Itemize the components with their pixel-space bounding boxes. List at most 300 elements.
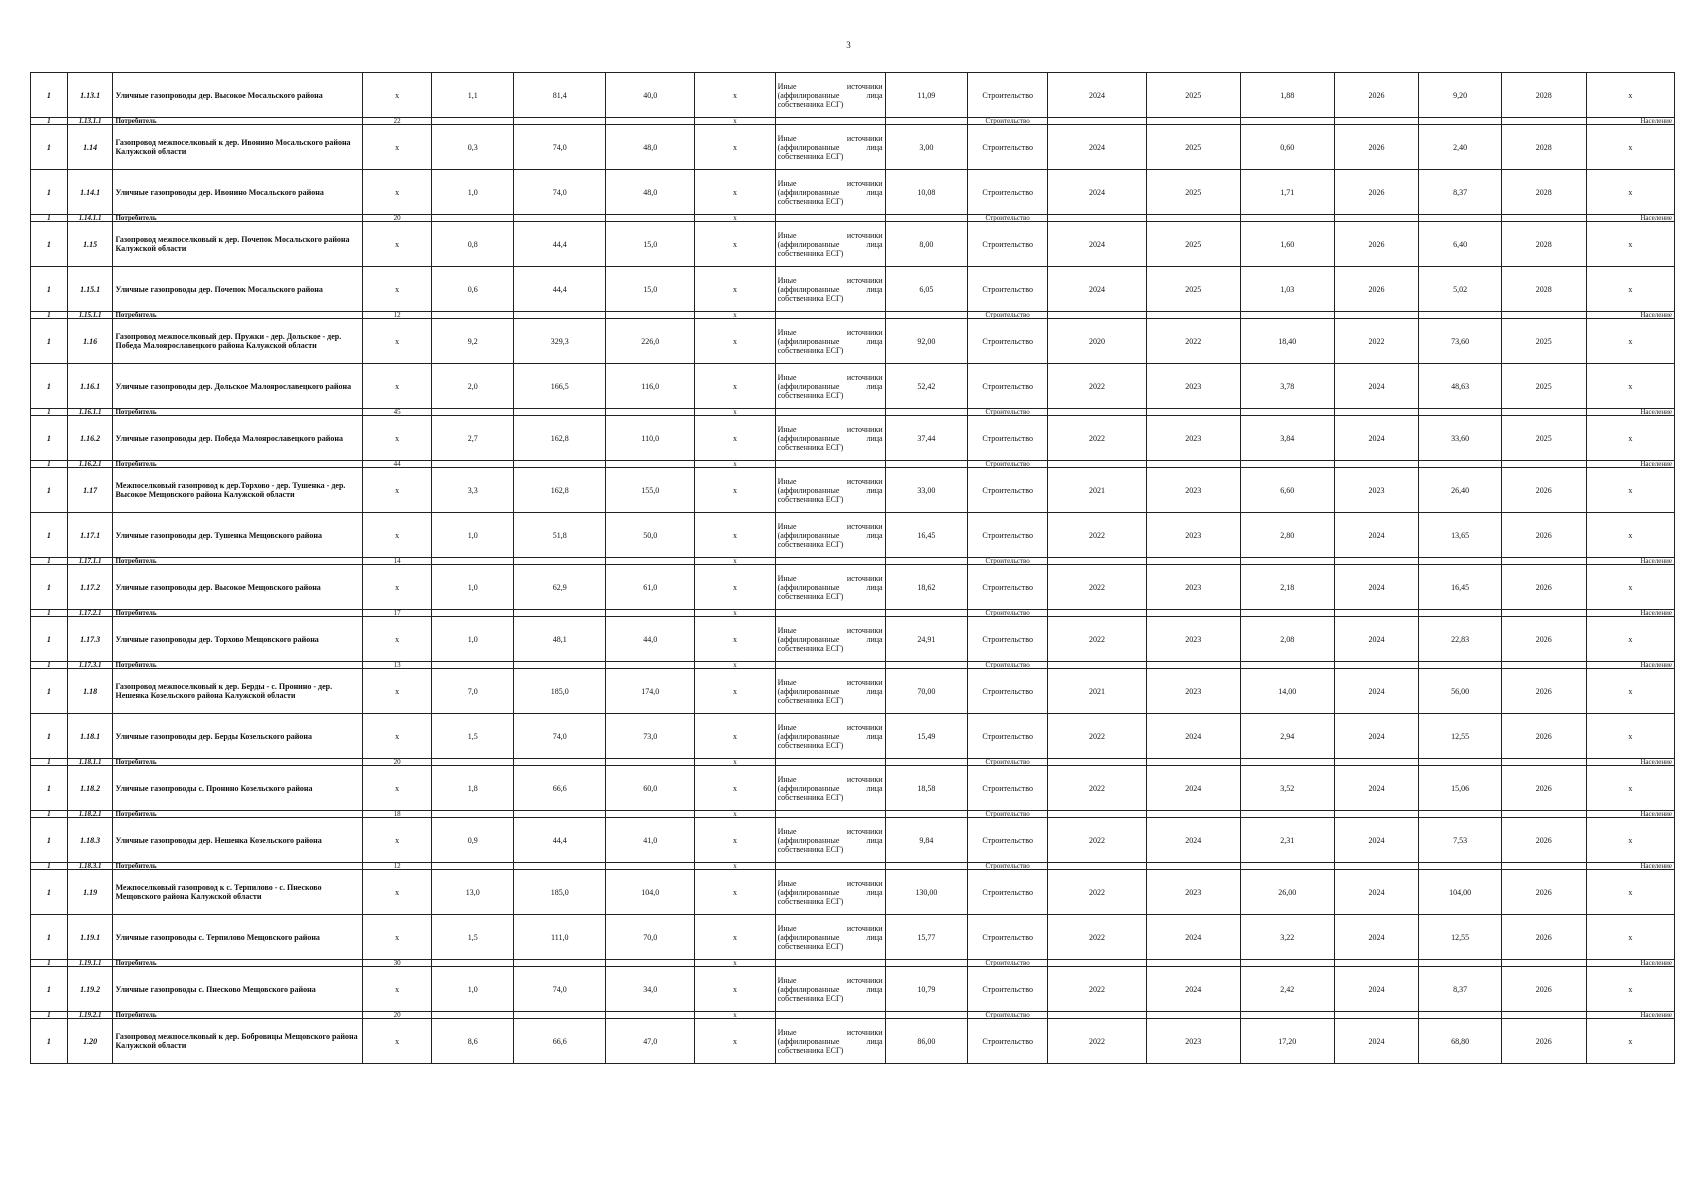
- construction-start-year: 2026: [1334, 125, 1419, 170]
- start-year: 2022: [1048, 870, 1147, 915]
- object-name: Уличные газопроводы дер. Почепок Мосальского района: [113, 267, 363, 312]
- financing-source: Иные источники (аффилированные лица собственника ЕСГ): [775, 870, 885, 915]
- row-code: 1.13.1.1: [67, 118, 113, 125]
- x-mark: x: [695, 1012, 775, 1019]
- work-type: Строительство: [968, 125, 1048, 170]
- work-type: Строительство: [968, 811, 1048, 818]
- object-name: Уличные газопроводы дер. Ивонино Мосальского района: [113, 170, 363, 215]
- empty-cell: [431, 409, 513, 416]
- table-row: [31, 714, 1675, 759]
- work-type: Строительство: [968, 267, 1048, 312]
- pressure-value-2: 61,0: [606, 565, 695, 610]
- table-row: [31, 170, 1675, 215]
- financing-source: Иные источники (аффилированные лица собственника ЕСГ): [775, 267, 885, 312]
- empty-cell: [1048, 215, 1147, 222]
- design-end-year: 2024: [1146, 766, 1240, 811]
- total-cost: 10,79: [885, 967, 967, 1012]
- total-cost: 16,45: [885, 513, 967, 558]
- consumer-count: 20: [363, 1012, 432, 1019]
- commissioning-year: 2026: [1501, 617, 1586, 662]
- consumer-row: [31, 461, 1675, 468]
- x-mark: x: [695, 513, 775, 558]
- consumer-category: Население: [1586, 863, 1674, 870]
- empty-cell: [775, 312, 885, 319]
- total-cost: 18,62: [885, 565, 967, 610]
- consumer-category: Население: [1586, 960, 1674, 967]
- design-end-year: 2025: [1146, 222, 1240, 267]
- x-mark: x: [695, 870, 775, 915]
- start-year: 2022: [1048, 416, 1147, 461]
- x-mark: x: [695, 714, 775, 759]
- row-index: 1: [31, 669, 68, 714]
- empty-cell: [431, 759, 513, 766]
- object-name: Газопровод межпоселковый к дер. Ивонино Мосальского района Калужской области: [113, 125, 363, 170]
- pressure-value-2: 110,0: [606, 416, 695, 461]
- empty-cell: [1419, 610, 1501, 617]
- commissioning-year: 2025: [1501, 416, 1586, 461]
- empty-cell: [514, 409, 606, 416]
- commissioning-year: 2026: [1501, 468, 1586, 513]
- design-cost: 3,52: [1240, 766, 1334, 811]
- empty-cell: [606, 461, 695, 468]
- pressure-value-1: 51,8: [514, 513, 606, 558]
- x-mark: x: [695, 967, 775, 1012]
- empty-cell: [1146, 610, 1240, 617]
- x-mark: x: [1586, 125, 1674, 170]
- consumer-label: Потребитель: [113, 811, 363, 818]
- work-type: Строительство: [968, 312, 1048, 319]
- empty-cell: [1048, 811, 1147, 818]
- pipeline-length: 1,5: [431, 714, 513, 759]
- empty-cell: [775, 409, 885, 416]
- consumer-category: Население: [1586, 312, 1674, 319]
- empty-cell: [775, 960, 885, 967]
- empty-cell: [1240, 863, 1334, 870]
- row-code: 1.17.3.1: [67, 662, 113, 669]
- total-cost: 130,00: [885, 870, 967, 915]
- empty-cell: [1419, 960, 1501, 967]
- construction-start-year: 2024: [1334, 915, 1419, 960]
- design-cost: 0,60: [1240, 125, 1334, 170]
- empty-cell: [1419, 312, 1501, 319]
- commissioning-year: 2025: [1501, 364, 1586, 409]
- commissioning-year: 2026: [1501, 1019, 1586, 1064]
- work-type: Строительство: [968, 610, 1048, 617]
- financing-source: Иные источники (аффилированные лица собственника ЕСГ): [775, 364, 885, 409]
- commissioning-year: 2026: [1501, 766, 1586, 811]
- empty-cell: [1048, 610, 1147, 617]
- empty-cell: [1419, 461, 1501, 468]
- commissioning-year: 2028: [1501, 222, 1586, 267]
- empty-cell: [1419, 1012, 1501, 1019]
- row-index: 1: [31, 215, 68, 222]
- work-type: Строительство: [968, 565, 1048, 610]
- work-type: Строительство: [968, 960, 1048, 967]
- object-name: Уличные газопроводы с. Терпилово Мещовского района: [113, 915, 363, 960]
- start-year: 2021: [1048, 468, 1147, 513]
- consumer-category: Население: [1586, 215, 1674, 222]
- pipeline-length: 2,0: [431, 364, 513, 409]
- empty-cell: [1334, 662, 1419, 669]
- design-cost: 1,88: [1240, 73, 1334, 118]
- design-end-year: 2024: [1146, 915, 1240, 960]
- pressure-value-1: 74,0: [514, 714, 606, 759]
- empty-cell: [514, 662, 606, 669]
- commissioning-year: 2026: [1501, 967, 1586, 1012]
- pressure-value-2: 174,0: [606, 669, 695, 714]
- pressure-value-1: 62,9: [514, 565, 606, 610]
- commissioning-year: 2026: [1501, 513, 1586, 558]
- consumer-row: [31, 558, 1675, 565]
- page-number: 3: [846, 40, 851, 50]
- start-year: 2020: [1048, 319, 1147, 364]
- empty-cell: [1048, 461, 1147, 468]
- empty-cell: [514, 118, 606, 125]
- consumer-label: Потребитель: [113, 759, 363, 766]
- x-mark: x: [363, 766, 432, 811]
- construction-cost: 12,55: [1419, 915, 1501, 960]
- row-index: 1: [31, 915, 68, 960]
- consumer-label: Потребитель: [113, 1012, 363, 1019]
- empty-cell: [514, 215, 606, 222]
- pressure-value-1: 48,1: [514, 617, 606, 662]
- gasification-table-sheet: [30, 72, 1675, 1129]
- x-mark: x: [695, 610, 775, 617]
- empty-cell: [1501, 558, 1586, 565]
- empty-cell: [1240, 118, 1334, 125]
- object-name: Уличные газопроводы дер. Нешенка Козельского района: [113, 818, 363, 863]
- work-type: Строительство: [968, 118, 1048, 125]
- empty-cell: [1419, 409, 1501, 416]
- pressure-value-2: 15,0: [606, 267, 695, 312]
- construction-cost: 56,00: [1419, 669, 1501, 714]
- empty-cell: [1334, 1012, 1419, 1019]
- x-mark: x: [695, 222, 775, 267]
- x-mark: x: [1586, 1019, 1674, 1064]
- total-cost: 70,00: [885, 669, 967, 714]
- row-index: 1: [31, 125, 68, 170]
- construction-start-year: 2024: [1334, 617, 1419, 662]
- empty-cell: [1501, 863, 1586, 870]
- empty-cell: [1501, 215, 1586, 222]
- row-index: 1: [31, 759, 68, 766]
- row-index: 1: [31, 617, 68, 662]
- design-end-year: 2023: [1146, 669, 1240, 714]
- pressure-value-1: 74,0: [514, 125, 606, 170]
- object-name: Межпоселковый газопровод к дер.Торхово - дер. Тушенка - дер. Высокое Мещовского района Калужской области: [113, 468, 363, 513]
- row-code: 1.19: [67, 870, 113, 915]
- pressure-value-2: 50,0: [606, 513, 695, 558]
- empty-cell: [1419, 662, 1501, 669]
- financing-source: Иные источники (аффилированные лица собственника ЕСГ): [775, 967, 885, 1012]
- empty-cell: [514, 312, 606, 319]
- row-code: 1.13.1: [67, 73, 113, 118]
- construction-start-year: 2024: [1334, 714, 1419, 759]
- row-index: 1: [31, 364, 68, 409]
- empty-cell: [1334, 960, 1419, 967]
- row-index: 1: [31, 416, 68, 461]
- x-mark: x: [695, 617, 775, 662]
- table-row: [31, 73, 1675, 118]
- pipeline-length: 0,3: [431, 125, 513, 170]
- x-mark: x: [1586, 364, 1674, 409]
- x-mark: x: [695, 319, 775, 364]
- pipeline-length: 1,8: [431, 766, 513, 811]
- object-name: Уличные газопроводы дер. Торхово Мещовского района: [113, 617, 363, 662]
- pipeline-length: 2,7: [431, 416, 513, 461]
- x-mark: x: [363, 915, 432, 960]
- empty-cell: [1048, 662, 1147, 669]
- design-end-year: 2022: [1146, 319, 1240, 364]
- consumer-category: Население: [1586, 662, 1674, 669]
- row-code: 1.15: [67, 222, 113, 267]
- empty-cell: [775, 558, 885, 565]
- row-index: 1: [31, 1019, 68, 1064]
- commissioning-year: 2028: [1501, 267, 1586, 312]
- design-cost: 2,31: [1240, 818, 1334, 863]
- object-name: Газопровод межпоселковый к дер. Берды - с. Пронино - дер. Нешенка Козельского района Калужской области: [113, 669, 363, 714]
- row-index: 1: [31, 662, 68, 669]
- empty-cell: [1240, 461, 1334, 468]
- x-mark: x: [695, 565, 775, 610]
- total-cost: 18,58: [885, 766, 967, 811]
- consumer-row: [31, 118, 1675, 125]
- pipeline-length: 0,8: [431, 222, 513, 267]
- work-type: Строительство: [968, 863, 1048, 870]
- x-mark: x: [695, 170, 775, 215]
- empty-cell: [1240, 1012, 1334, 1019]
- empty-cell: [431, 558, 513, 565]
- construction-cost: 73,60: [1419, 319, 1501, 364]
- empty-cell: [1048, 118, 1147, 125]
- row-index: 1: [31, 863, 68, 870]
- x-mark: x: [363, 267, 432, 312]
- consumer-row: [31, 811, 1675, 818]
- empty-cell: [1334, 118, 1419, 125]
- empty-cell: [1048, 558, 1147, 565]
- pressure-value-2: 155,0: [606, 468, 695, 513]
- empty-cell: [1240, 662, 1334, 669]
- empty-cell: [885, 610, 967, 617]
- consumer-count: 12: [363, 312, 432, 319]
- row-index: 1: [31, 513, 68, 558]
- empty-cell: [1334, 461, 1419, 468]
- empty-cell: [775, 662, 885, 669]
- design-cost: 3,78: [1240, 364, 1334, 409]
- design-end-year: 2025: [1146, 73, 1240, 118]
- x-mark: x: [1586, 565, 1674, 610]
- consumer-category: Население: [1586, 409, 1674, 416]
- x-mark: x: [695, 468, 775, 513]
- pipeline-length: 3,3: [431, 468, 513, 513]
- empty-cell: [514, 759, 606, 766]
- pressure-value-2: 73,0: [606, 714, 695, 759]
- design-end-year: 2023: [1146, 1019, 1240, 1064]
- pipeline-length: 1,5: [431, 915, 513, 960]
- pressure-value-2: 48,0: [606, 125, 695, 170]
- empty-cell: [1240, 960, 1334, 967]
- row-index: 1: [31, 565, 68, 610]
- work-type: Строительство: [968, 416, 1048, 461]
- work-type: Строительство: [968, 461, 1048, 468]
- x-mark: x: [695, 915, 775, 960]
- empty-cell: [431, 610, 513, 617]
- construction-start-year: 2024: [1334, 818, 1419, 863]
- work-type: Строительство: [968, 215, 1048, 222]
- commissioning-year: 2025: [1501, 319, 1586, 364]
- x-mark: x: [1586, 267, 1674, 312]
- object-name: Газопровод межпоселковый к дер. Почепок Мосальского района Калужской области: [113, 222, 363, 267]
- row-index: 1: [31, 714, 68, 759]
- row-index: 1: [31, 73, 68, 118]
- table-row: [31, 468, 1675, 513]
- pressure-value-2: 116,0: [606, 364, 695, 409]
- pressure-value-1: 162,8: [514, 416, 606, 461]
- x-mark: x: [363, 714, 432, 759]
- empty-cell: [1334, 409, 1419, 416]
- row-code: 1.17.2: [67, 565, 113, 610]
- empty-cell: [1419, 215, 1501, 222]
- table-row: [31, 915, 1675, 960]
- start-year: 2021: [1048, 669, 1147, 714]
- object-name: Уличные газопроводы с. Пронино Козельского района: [113, 766, 363, 811]
- row-code: 1.16.1: [67, 364, 113, 409]
- empty-cell: [1501, 610, 1586, 617]
- empty-cell: [775, 1012, 885, 1019]
- construction-start-year: 2022: [1334, 319, 1419, 364]
- total-cost: 8,00: [885, 222, 967, 267]
- empty-cell: [1146, 461, 1240, 468]
- empty-cell: [431, 215, 513, 222]
- empty-cell: [1334, 610, 1419, 617]
- commissioning-year: 2026: [1501, 565, 1586, 610]
- design-cost: 14,00: [1240, 669, 1334, 714]
- x-mark: x: [1586, 222, 1674, 267]
- pressure-value-2: 60,0: [606, 766, 695, 811]
- work-type: Строительство: [968, 409, 1048, 416]
- design-cost: 1,71: [1240, 170, 1334, 215]
- financing-source: Иные источники (аффилированные лица собственника ЕСГ): [775, 73, 885, 118]
- start-year: 2024: [1048, 267, 1147, 312]
- empty-cell: [1501, 409, 1586, 416]
- consumer-label: Потребитель: [113, 662, 363, 669]
- pressure-value-1: 185,0: [514, 870, 606, 915]
- work-type: Строительство: [968, 1012, 1048, 1019]
- empty-cell: [885, 558, 967, 565]
- design-cost: 3,22: [1240, 915, 1334, 960]
- x-mark: x: [363, 125, 432, 170]
- construction-start-year: 2024: [1334, 669, 1419, 714]
- total-cost: 92,00: [885, 319, 967, 364]
- empty-cell: [885, 461, 967, 468]
- empty-cell: [431, 662, 513, 669]
- empty-cell: [1240, 215, 1334, 222]
- empty-cell: [514, 1012, 606, 1019]
- construction-start-year: 2026: [1334, 170, 1419, 215]
- pressure-value-1: 44,4: [514, 818, 606, 863]
- x-mark: x: [1586, 73, 1674, 118]
- table-row: [31, 818, 1675, 863]
- x-mark: x: [363, 617, 432, 662]
- object-name: Газопровод межпоселковый к дер. Бобровицы Мещовского района Калужской области: [113, 1019, 363, 1064]
- empty-cell: [1419, 863, 1501, 870]
- row-code: 1.16.2: [67, 416, 113, 461]
- consumer-category: Население: [1586, 759, 1674, 766]
- total-cost: 24,91: [885, 617, 967, 662]
- empty-cell: [885, 960, 967, 967]
- construction-cost: 104,00: [1419, 870, 1501, 915]
- pressure-value-1: 74,0: [514, 967, 606, 1012]
- table-row: [31, 364, 1675, 409]
- design-cost: 2,80: [1240, 513, 1334, 558]
- consumer-label: Потребитель: [113, 960, 363, 967]
- work-type: Строительство: [968, 714, 1048, 759]
- row-index: 1: [31, 960, 68, 967]
- x-mark: x: [1586, 513, 1674, 558]
- financing-source: Иные источники (аффилированные лица собственника ЕСГ): [775, 714, 885, 759]
- design-end-year: 2023: [1146, 364, 1240, 409]
- empty-cell: [606, 610, 695, 617]
- design-cost: 2,42: [1240, 967, 1334, 1012]
- financing-source: Иные источники (аффилированные лица собственника ЕСГ): [775, 766, 885, 811]
- design-cost: 2,08: [1240, 617, 1334, 662]
- row-index: 1: [31, 870, 68, 915]
- empty-cell: [606, 960, 695, 967]
- start-year: 2022: [1048, 915, 1147, 960]
- x-mark: x: [363, 967, 432, 1012]
- construction-start-year: 2024: [1334, 1019, 1419, 1064]
- start-year: 2024: [1048, 170, 1147, 215]
- empty-cell: [1419, 118, 1501, 125]
- x-mark: x: [363, 1019, 432, 1064]
- row-code: 1.14: [67, 125, 113, 170]
- pressure-value-1: 74,0: [514, 170, 606, 215]
- x-mark: x: [363, 364, 432, 409]
- work-type: Строительство: [968, 468, 1048, 513]
- pipeline-length: 7,0: [431, 669, 513, 714]
- empty-cell: [431, 118, 513, 125]
- x-mark: x: [695, 73, 775, 118]
- object-name: Уличные газопроводы дер. Высокое Мещовского района: [113, 565, 363, 610]
- empty-cell: [885, 215, 967, 222]
- construction-cost: 8,37: [1419, 170, 1501, 215]
- empty-cell: [885, 811, 967, 818]
- commissioning-year: 2026: [1501, 714, 1586, 759]
- financing-source: Иные источники (аффилированные лица собственника ЕСГ): [775, 513, 885, 558]
- empty-cell: [885, 409, 967, 416]
- empty-cell: [1501, 312, 1586, 319]
- empty-cell: [885, 662, 967, 669]
- row-code: 1.15.1: [67, 267, 113, 312]
- consumer-count: 12: [363, 863, 432, 870]
- commissioning-year: 2028: [1501, 73, 1586, 118]
- empty-cell: [885, 312, 967, 319]
- design-cost: 3,84: [1240, 416, 1334, 461]
- x-mark: x: [695, 118, 775, 125]
- design-cost: 18,40: [1240, 319, 1334, 364]
- empty-cell: [1048, 409, 1147, 416]
- consumer-label: Потребитель: [113, 610, 363, 617]
- consumer-count: 14: [363, 558, 432, 565]
- empty-cell: [1419, 759, 1501, 766]
- total-cost: 15,49: [885, 714, 967, 759]
- design-end-year: 2024: [1146, 967, 1240, 1012]
- consumer-label: Потребитель: [113, 558, 363, 565]
- empty-cell: [514, 610, 606, 617]
- x-mark: x: [695, 662, 775, 669]
- gasification-table: [30, 72, 1675, 1064]
- empty-cell: [1146, 1012, 1240, 1019]
